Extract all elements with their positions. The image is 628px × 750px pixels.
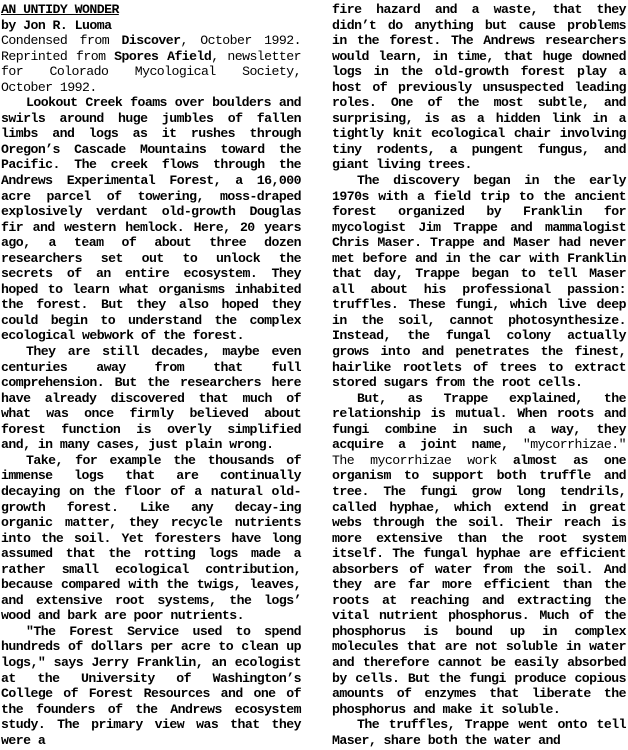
paragraph: The truffles, Trappe went onto tell Maser, share both the water and <box>332 717 626 748</box>
byline: by Jon R. Luoma <box>1 17 112 33</box>
source-magazine: Discover <box>121 33 181 49</box>
source-suffix: , newsletter for Colorado Mycological Society, October 1992. <box>1 48 301 95</box>
source-middle: , October 1992. Reprinted from <box>1 33 301 64</box>
paragraph-text: almost as one organism to support both truffle and tree. The fungi grow long tendrils, called hyphae, which extend in great webs through the soil. Their reach is more extensive than the root system itself. The fungal hyphae are efficient absorbers of water from the soil. And they are far more efficient than the roots at reaching and extracting the vital nutrient phosphorus. Much of the phosphorus is bound up in complex molecules that are not soluble in water and therefore cannot be easily absorbed by cells. But the fungi produce copious amounts of enzymes that liberate the phosphorus and make it soluble. <box>332 452 627 717</box>
paragraph: Take, for example the thousands of immense logs that are continually decaying on the floor of a natural old-growth forest. Like any decay-ing organic matter, they recycle nutrients into the soil. Yet foresters have long assumed that the rotting logs made a rather small ecological contribution, because compared with the twigs, leaves, and extensive root systems, the logs’ wood and bark are poor nutrients. <box>1 452 301 624</box>
paragraph: "The Forest Service used to spend hundreds of dollars per acre to clean up logs," says Jerry Franklin, an ecologist at the University of Washington’s College of Forest Resources and one of the founders of the Andrews ecosystem study. The primary view was that they were a <box>1 623 301 748</box>
paragraph-text: But, as Trappe explained, the relationship is mutual. When roots and fungi combine in such a way, they acquire a joint name, <box>332 390 626 453</box>
source-newsletter: Spores Afield <box>114 48 212 64</box>
right-column <box>332 2 626 748</box>
paragraph: They are still decades, maybe even centuries away from that full comprehension. But the researchers here have already discovered that much of what was once firmly believed about forest function is overly simplified and, in many cases, just plain wrong. <box>1 344 301 453</box>
paragraph: Lookout Creek foams over boulders and swirls around huge jumbles of fallen limbs and logs as it rushes through Oregon’s Cascade Mountains toward the Pacific. The creek flows through the Andrews Experimental Forest, a 16,000 acre parcel of towering, moss-draped explosively verdant old-growth Douglas fir and western hemlock. Here, 20 years ago, a team of about three dozen researchers set out to unlock the secrets of an entire ecosystem. They hoped to learn what organisms inhabited the forest. But they also hoped they could begin to understand the complex ecological webwork of the forest. <box>1 95 301 344</box>
source-note <box>1 33 301 95</box>
paragraph-continued: fire hazard and a waste, that they didn’t do anything but cause problems in the forest. The Andrews researchers would learn, in time, that huge downed logs in the old-growth forest play a host of previously unsuspected leading roles. One of the most subtle, and surprising, is as a hidden link in a tightly knit ecological chair involving tiny rodents, a pungent fungus, and giant living trees. <box>332 2 626 173</box>
source-prefix: Condensed from <box>1 33 122 49</box>
article-title: AN UNTIDY WONDER <box>1 2 119 17</box>
paragraph: The discovery began in the early 1970s with a field trip to the ancient forest organized by Franklin for mycologist Jim Trappe and mammalogist Chris Maser. Trappe and Maser had never met before and in the car with Franklin that day, Trappe began to tell Maser all about his professional passion: truffles. These fungi, which live deep in the soil, cannot photosynthesize. Instead, the fungal colony actually grows into and penetrates the finest, hairlike rootlets of trees to extract stored sugars from the root cells. <box>332 173 626 391</box>
mycorrhizae-term: "mycorrhizae." The mycorrhizae work <box>332 437 626 468</box>
left-column <box>1 2 301 748</box>
paragraph <box>332 391 626 717</box>
